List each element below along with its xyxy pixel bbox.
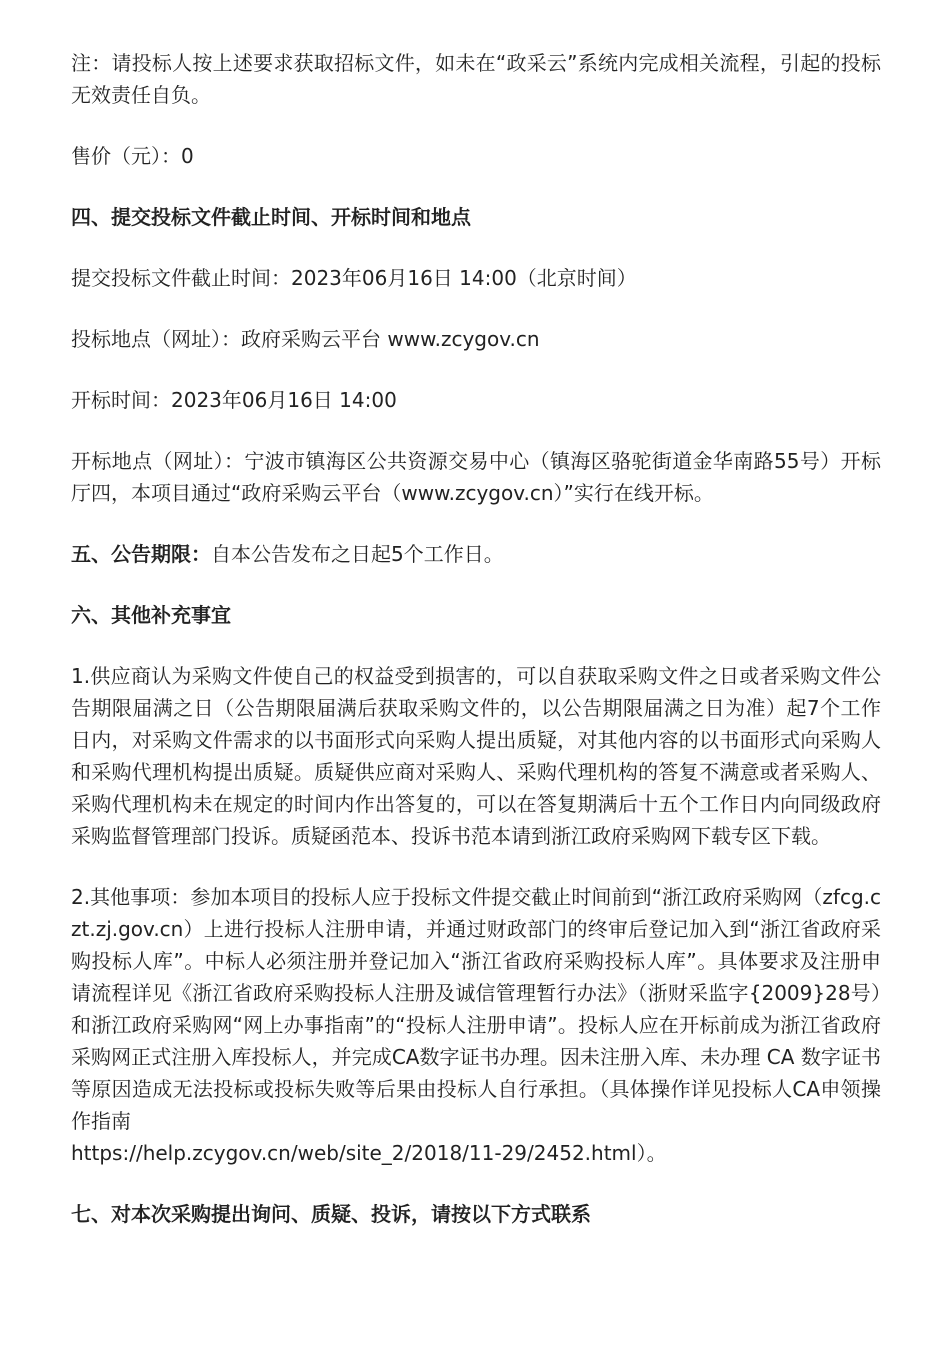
ca-guide-link[interactable]: https://help.zcygov.cn/web/site_2/2018/11-29/2452.html）。: [71, 1141, 667, 1165]
section-5-text: 自本公告发布之日起5个工作日。: [211, 542, 504, 566]
note-paragraph: 注：请投标人按上述要求获取招标文件，如未在“政采云”系统内完成相关流程，引起的投标无效责任自负。: [71, 51, 881, 107]
section-4-heading: 四、提交投标文件截止时间、开标时间和地点: [71, 205, 471, 229]
opening-time: 开标时间：2023年06月16日 14:00: [71, 388, 397, 412]
section-5-notice-period: [71, 538, 881, 570]
section-5-label: 五、公告期限：: [71, 542, 211, 566]
section-6-heading: 六、其他补充事宜: [71, 603, 231, 627]
opening-location: 开标地点（网址）：宁波市镇海区公共资源交易中心（镇海区骆驼街道金华南路55号）开标厅四，本项目通过“政府采购云平台（www.zcygov.cn）”实行在线开标。: [71, 449, 881, 505]
bid-location: 投标地点（网址）：政府采购云平台 www.zcygov.cn: [71, 327, 540, 351]
section-6-item-1: 1.供应商认为采购文件使自己的权益受到损害的，可以自获取采购文件之日或者采购文件公告期限届满之日（公告期限届满后获取采购文件的，以公告期限届满之日为准）起7个工作日内，对采购文件需求的以书面形式向采购人提出质疑，对其他内容的以书面形式向采购人和采购代理机构提出质疑。质疑供应商对采购人、采购代理机构的答复不满意或者采购人、采购代理机构未在规定的时间内作出答复的，可以在答复期满后十五个工作日内向同级政府采购监督管理部门投诉。质疑函范本、投诉书范本请到浙江政府采购网下载专区下载。: [71, 664, 881, 848]
section-6-item-2-text: 2.其他事项：参加本项目的投标人应于投标文件提交截止时间前到“浙江政府采购网（zfcg.czt.zj.gov.cn）上进行投标人注册申请，并通过财政部门的终审后登记加入到“浙江省政府采购投标人库”。中标人必须注册并登记加入“浙江省政府采购投标人库”。具体要求及注册申请流程详见《浙江省政府采购投标人注册及诚信管理暂行办法》（浙财采监字{2009}28号）和浙江政府采购网“网上办事指南”的“投标人注册申请”。投标人应在开标前成为浙江省政府采购网正式注册入库投标人，并完成CA数字证书办理。因未注册入库、未办理 CA 数字证书等原因造成无法投标或投标失败等后果由投标人自行承担。（具体操作详见投标人CA申领操作指南: [71, 885, 881, 1133]
bid-deadline: 提交投标文件截止时间：2023年06月16日 14:00（北京时间）: [71, 266, 637, 290]
price-line: 售价（元）：0: [71, 144, 194, 168]
announcement-document: [71, 47, 881, 1259]
section-6-item-2: [71, 881, 881, 1169]
section-7-heading: 七、对本次采购提出询问、质疑、投诉，请按以下方式联系: [71, 1202, 591, 1226]
